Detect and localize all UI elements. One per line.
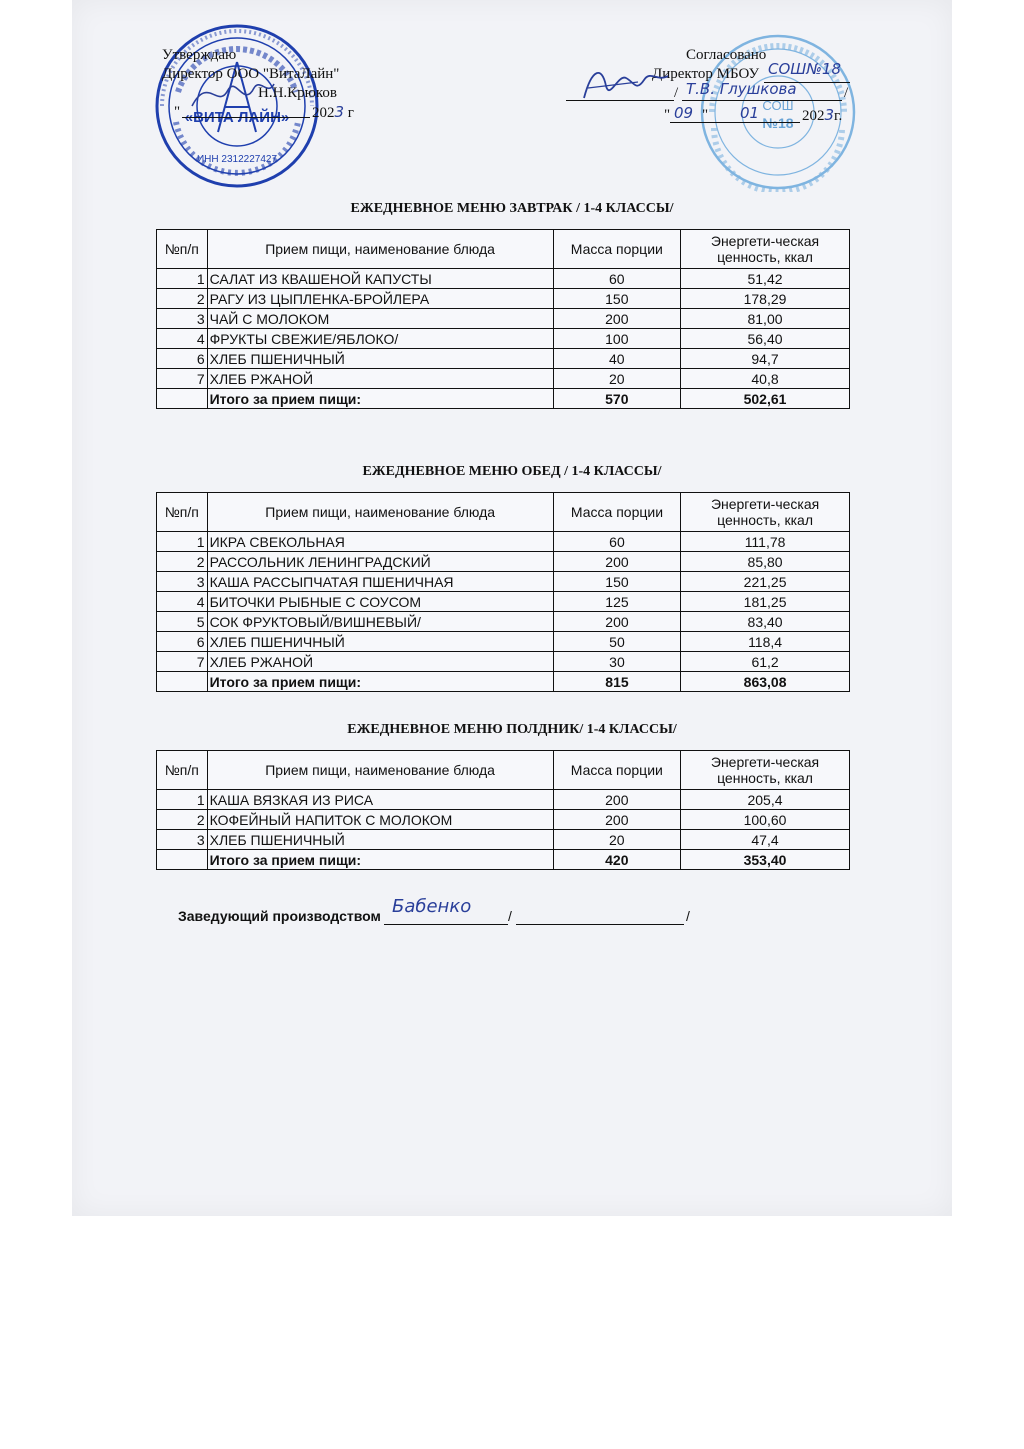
portion-mass: 125 [553,592,680,612]
left-signature [188,70,278,114]
total-empty-cell [157,850,208,870]
left-year-suffix: г [347,105,354,121]
right-slash-close: / [844,85,849,101]
col-energy-header: Энергети-ческая ценность, ккал [681,230,850,269]
table-row [157,810,850,830]
total-energy: 502,61 [681,389,850,409]
handwritten-surname: Т.В. Глушкова [686,80,797,98]
portion-mass: 200 [553,309,680,329]
right-year-suffix: г. [834,108,843,124]
snack-table-body [157,751,850,870]
breakfast-table [156,229,850,409]
table-row [157,790,850,810]
total-energy: 863,08 [681,672,850,692]
portion-mass: 200 [553,612,680,632]
row-number: 2 [157,810,208,830]
manager-signature-underline [384,924,508,925]
row-number: 4 [157,592,208,612]
portion-mass: 40 [553,349,680,369]
col-num-header: №п/п [157,751,208,790]
total-empty-cell [157,389,208,409]
lunch-table-body [157,493,850,692]
agreed-label: Согласовано [686,47,767,63]
handwritten-day: 09 [674,104,694,122]
total-row [157,672,850,692]
footer-name-underline [516,924,684,925]
row-number: 2 [157,289,208,309]
table-row [157,269,850,289]
right-year-prefix: 202 [802,108,825,124]
right-date-quote-close: " [702,107,709,123]
snack-title: ЕЖЕДНЕВНОЕ МЕНЮ ПОЛДНИК/ 1-4 КЛАССЫ/ [347,722,677,737]
dish-name: КОФЕЙНЫЙ НАПИТОК С МОЛОКОМ [207,810,553,830]
right-signature-underline [566,100,674,101]
table-row [157,592,850,612]
row-number: 1 [157,532,208,552]
col-name-header: Прием пищи, наименование блюда [207,230,553,269]
snack-table [156,750,850,870]
table-header-row [157,751,850,790]
breakfast-table-body [157,230,850,409]
portion-mass: 150 [553,572,680,592]
total-row [157,850,850,870]
col-name-header: Прием пищи, наименование блюда [207,751,553,790]
manager-signature: Бабенко [392,896,472,917]
footer-slash-1: / [508,908,512,924]
table-row [157,632,850,652]
col-num-header: №п/п [157,493,208,532]
energy-value: 111,78 [681,532,850,552]
total-label: Итого за прием пищи: [207,850,553,870]
table-row [157,369,850,389]
portion-mass: 150 [553,289,680,309]
row-number: 6 [157,632,208,652]
row-number: 7 [157,652,208,672]
portion-mass: 30 [553,652,680,672]
dish-name: ИКРА СВЕКОЛЬНАЯ [207,532,553,552]
dish-name: ФРУКТЫ СВЕЖИЕ/ЯБЛОКО/ [207,329,553,349]
table-row [157,552,850,572]
left-date-underline [182,117,310,118]
energy-value: 205,4 [681,790,850,810]
dish-name: БИТОЧКИ РЫБНЫЕ С СОУСОМ [207,592,553,612]
total-mass: 815 [553,672,680,692]
total-mass: 420 [553,850,680,870]
energy-value: 56,40 [681,329,850,349]
dish-name: ХЛЕБ РЖАНОЙ [207,652,553,672]
dish-name: ХЛЕБ ПШЕНИЧНЫЙ [207,632,553,652]
total-row [157,389,850,409]
right-date-underline [670,122,800,123]
col-num-header: №п/п [157,230,208,269]
portion-mass: 100 [553,329,680,349]
energy-value: 100,60 [681,810,850,830]
right-date-year [802,106,842,125]
portion-mass: 60 [553,269,680,289]
row-number: 5 [157,612,208,632]
energy-value: 85,80 [681,552,850,572]
right-date-quote-open: " [664,107,671,123]
table-row [157,309,850,329]
dish-name: КАША ВЯЗКАЯ ИЗ РИСА [207,790,553,810]
dish-name: РАГУ ИЗ ЦЫПЛЕНКА-БРОЙЛЕРА [207,289,553,309]
left-director-position: Директор ООО "ВитаЛайн" [162,66,340,82]
dish-name: ХЛЕБ ПШЕНИЧНЫЙ [207,349,553,369]
right-director-position: Директор МБОУ [652,66,760,82]
handwritten-month: 01 [740,104,760,122]
row-number: 3 [157,572,208,592]
right-year-digit: 3 [824,106,835,124]
portion-mass: 50 [553,632,680,652]
dish-name: ХЛЕБ РЖАНОЙ [207,369,553,389]
total-energy: 353,40 [681,850,850,870]
row-number: 1 [157,790,208,810]
lunch-table [156,492,850,692]
table-row [157,830,850,850]
energy-value: 51,42 [681,269,850,289]
table-header-row [157,493,850,532]
left-year-prefix: 202 [312,105,335,121]
row-number: 3 [157,830,208,850]
energy-value: 40,8 [681,369,850,389]
school-seal-city: СОШ [762,98,794,113]
portion-mass: 200 [553,790,680,810]
dish-name: РАССОЛЬНИК ЛЕНИНГРАДСКИЙ [207,552,553,572]
right-slash-open: / [674,85,679,101]
school-seal-number: №18 [762,115,794,131]
table-row [157,289,850,309]
approved-label: Утверждаю [162,47,237,63]
table-row [157,652,850,672]
col-energy-header: Энергети-ческая ценность, ккал [681,751,850,790]
energy-value: 83,40 [681,612,850,632]
total-label: Итого за прием пищи: [207,672,553,692]
energy-value: 178,29 [681,289,850,309]
dish-name: САЛАТ ИЗ КВАШЕНОЙ КАПУСТЫ [207,269,553,289]
left-date-year [312,103,354,122]
row-number: 3 [157,309,208,329]
col-energy-header: Энергети-ческая ценность, ккал [681,493,850,532]
portion-mass: 60 [553,532,680,552]
portion-mass: 20 [553,369,680,389]
energy-value: 118,4 [681,632,850,652]
dish-name: ЧАЙ С МОЛОКОМ [207,309,553,329]
lunch-title: ЕЖЕДНЕВНОЕ МЕНЮ ОБЕД / 1-4 КЛАССЫ/ [362,464,662,479]
energy-value: 181,25 [681,592,850,612]
col-mass-header: Масса порции [553,751,680,790]
dish-name: КАША РАССЫПЧАТАЯ ПШЕНИЧНАЯ [207,572,553,592]
row-number: 7 [157,369,208,389]
table-row [157,532,850,552]
row-number: 4 [157,329,208,349]
seal-center-text: «ВИТА ЛАЙН» [184,109,290,126]
energy-value: 47,4 [681,830,850,850]
total-empty-cell [157,672,208,692]
row-number: 6 [157,349,208,369]
dish-name: СОК ФРУКТОВЫЙ/ВИШНЕВЫЙ/ [207,612,553,632]
table-row [157,612,850,632]
energy-value: 221,25 [681,572,850,592]
row-number: 2 [157,552,208,572]
col-mass-header: Масса порции [553,493,680,532]
col-name-header: Прием пищи, наименование блюда [207,493,553,532]
left-year-digit: 3 [334,103,345,121]
seal-inn-text: ИНН 2312227427 [196,154,278,165]
production-manager-label: Заведующий производством [178,908,381,924]
energy-value: 81,00 [681,309,850,329]
total-mass: 570 [553,389,680,409]
portion-mass: 200 [553,552,680,572]
surname-underline [682,100,842,101]
col-mass-header: Масса порции [553,230,680,269]
energy-value: 61,2 [681,652,850,672]
footer-slash-2: / [686,908,690,924]
total-label: Итого за прием пищи: [207,389,553,409]
handwritten-school: СОШ№18 [768,60,842,78]
energy-value: 94,7 [681,349,850,369]
dish-name: ХЛЕБ ПШЕНИЧНЫЙ [207,830,553,850]
table-header-row [157,230,850,269]
portion-mass: 200 [553,810,680,830]
left-director-name: Н.Н.Крюков [258,85,337,101]
breakfast-title: ЕЖЕДНЕВНОЕ МЕНЮ ЗАВТРАК / 1-4 КЛАССЫ/ [350,201,674,216]
portion-mass: 20 [553,830,680,850]
table-row [157,349,850,369]
row-number: 1 [157,269,208,289]
table-row [157,572,850,592]
table-row [157,329,850,349]
left-date-quote: " [174,104,181,120]
